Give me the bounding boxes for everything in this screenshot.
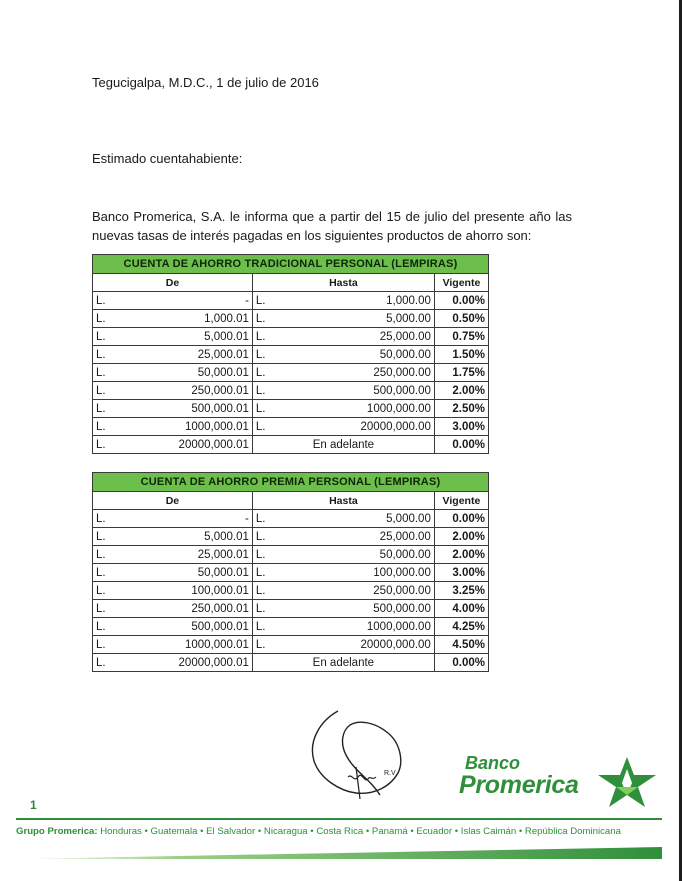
amount-from: 50,000.01 — [109, 564, 252, 582]
logo-text-promerica: Promerica — [459, 771, 579, 799]
currency-from: L. — [93, 510, 110, 528]
table-row — [93, 654, 489, 672]
currency-from: L. — [93, 600, 110, 618]
table-row — [93, 564, 489, 582]
currency-from: L. — [93, 328, 110, 346]
rates-table-tradicional — [92, 254, 489, 454]
currency-from: L. — [93, 528, 110, 546]
amount-to: 20000,000.00 — [269, 418, 434, 436]
amount-from: 250,000.01 — [109, 382, 252, 400]
rate-cell: 2.50% — [434, 400, 488, 418]
amount-from: 20000,000.01 — [109, 654, 252, 672]
rate-cell: 4.50% — [434, 636, 488, 654]
currency-to: L. — [252, 382, 269, 400]
place-date: Tegucigalpa, M.D.C., 1 de julio de 2016 — [92, 75, 319, 90]
amount-from: 25,000.01 — [109, 546, 252, 564]
currency-to: L. — [252, 310, 269, 328]
currency-from: L. — [93, 292, 110, 310]
currency-to: L. — [252, 582, 269, 600]
amount-to: 5,000.00 — [269, 510, 434, 528]
currency-to: L. — [252, 546, 269, 564]
table-row — [93, 364, 489, 382]
footer-country-list: Honduras • Guatemala • El Salvador • Nicaragua • Costa Rica • Panamá • Ecuador • Islas Caimán • República Dominicana — [100, 826, 621, 837]
table-row — [93, 328, 489, 346]
column-header-rate: Vigente — [434, 274, 488, 292]
currency-to: L. — [252, 364, 269, 382]
table-title: CUENTA DE AHORRO PREMIA PERSONAL (LEMPIRAS) — [93, 473, 489, 492]
currency-from: L. — [93, 618, 110, 636]
amount-to: 25,000.00 — [269, 328, 434, 346]
amount-from: - — [109, 292, 252, 310]
table-title: CUENTA DE AHORRO TRADICIONAL PERSONAL (LEMPIRAS) — [93, 255, 489, 274]
table-row — [93, 400, 489, 418]
currency-from: L. — [93, 310, 110, 328]
table-row — [93, 582, 489, 600]
amount-from: 1,000.01 — [109, 310, 252, 328]
amount-from: 100,000.01 — [109, 582, 252, 600]
currency-to: L. — [252, 564, 269, 582]
currency-from: L. — [93, 564, 110, 582]
amount-from: 50,000.01 — [109, 364, 252, 382]
rate-cell: 0.75% — [434, 328, 488, 346]
amount-from: 20000,000.01 — [109, 436, 252, 454]
rate-cell: 3.25% — [434, 582, 488, 600]
currency-to: L. — [252, 418, 269, 436]
table-row — [93, 618, 489, 636]
rate-cell: 4.00% — [434, 600, 488, 618]
rate-cell: 0.00% — [434, 654, 488, 672]
currency-from: L. — [93, 346, 110, 364]
rate-cell: 1.50% — [434, 346, 488, 364]
column-header-rate: Vigente — [434, 492, 488, 510]
currency-to: L. — [252, 346, 269, 364]
amount-from: 250,000.01 — [109, 600, 252, 618]
rate-cell: 3.00% — [434, 564, 488, 582]
amount-from: 500,000.01 — [109, 618, 252, 636]
rate-cell: 1.75% — [434, 364, 488, 382]
table-row — [93, 346, 489, 364]
amount-to: 5,000.00 — [269, 310, 434, 328]
amount-to-onwards: En adelante — [252, 654, 434, 672]
amount-from: 500,000.01 — [109, 400, 252, 418]
currency-to: L. — [252, 510, 269, 528]
rate-cell: 0.00% — [434, 292, 488, 310]
amount-to-onwards: En adelante — [252, 436, 434, 454]
amount-from: 25,000.01 — [109, 346, 252, 364]
rate-cell: 4.25% — [434, 618, 488, 636]
amount-to: 20000,000.00 — [269, 636, 434, 654]
currency-to: L. — [252, 400, 269, 418]
currency-from: L. — [93, 582, 110, 600]
amount-to: 500,000.00 — [269, 382, 434, 400]
currency-to: L. — [252, 618, 269, 636]
currency-from: L. — [93, 382, 110, 400]
amount-to: 1000,000.00 — [269, 400, 434, 418]
amount-to: 500,000.00 — [269, 600, 434, 618]
amount-to: 50,000.00 — [269, 346, 434, 364]
amount-to: 100,000.00 — [269, 564, 434, 582]
column-header-to: Hasta — [252, 274, 434, 292]
amount-to: 1000,000.00 — [269, 618, 434, 636]
currency-from: L. — [93, 400, 110, 418]
rate-cell: 0.00% — [434, 436, 488, 454]
footer-gradient-bar — [16, 846, 662, 858]
signature-initials: R.V — [384, 770, 396, 777]
currency-to: L. — [252, 636, 269, 654]
currency-from: L. — [93, 636, 110, 654]
table-row — [93, 636, 489, 654]
amount-from: 1000,000.01 — [109, 636, 252, 654]
currency-from: L. — [93, 418, 110, 436]
table-row — [93, 292, 489, 310]
footer-group-countries — [16, 826, 666, 837]
amount-from: 1000,000.01 — [109, 418, 252, 436]
table-row — [93, 528, 489, 546]
currency-from: L. — [93, 364, 110, 382]
rates-table-premia — [92, 472, 489, 672]
column-header-from: De — [93, 492, 253, 510]
amount-from: 5,000.01 — [109, 528, 252, 546]
table-row — [93, 310, 489, 328]
amount-to: 1,000.00 — [269, 292, 434, 310]
logo-text-banco: Banco — [465, 753, 521, 773]
table-row — [93, 418, 489, 436]
amount-to: 250,000.00 — [269, 582, 434, 600]
table-row — [93, 600, 489, 618]
table-row — [93, 436, 489, 454]
table-row — [93, 546, 489, 564]
rate-cell: 0.00% — [434, 510, 488, 528]
rate-cell: 3.00% — [434, 418, 488, 436]
table-row — [93, 510, 489, 528]
greeting: Estimado cuentahabiente: — [92, 151, 243, 166]
rate-cell: 2.00% — [434, 382, 488, 400]
footer-divider — [16, 818, 662, 820]
currency-from: L. — [93, 654, 110, 672]
amount-to: 250,000.00 — [269, 364, 434, 382]
intro-paragraph: Banco Promerica, S.A. le informa que a partir del 15 de julio del presente año las nuevas tasas de interés pagadas en los siguientes productos de ahorro son: — [92, 209, 572, 243]
column-header-from: De — [93, 274, 253, 292]
currency-from: L. — [93, 546, 110, 564]
column-header-to: Hasta — [252, 492, 434, 510]
amount-to: 25,000.00 — [269, 528, 434, 546]
table-row — [93, 382, 489, 400]
currency-to: L. — [252, 292, 269, 310]
rate-cell: 0.50% — [434, 310, 488, 328]
amount-to: 50,000.00 — [269, 546, 434, 564]
currency-to: L. — [252, 328, 269, 346]
rate-cell: 2.00% — [434, 528, 488, 546]
currency-to: L. — [252, 528, 269, 546]
currency-from: L. — [93, 436, 110, 454]
star-icon — [596, 757, 658, 814]
amount-from: 5,000.01 — [109, 328, 252, 346]
handwritten-signature — [300, 703, 430, 813]
amount-from: - — [109, 510, 252, 528]
footer-group-label: Grupo Promerica: — [16, 826, 98, 837]
currency-to: L. — [252, 600, 269, 618]
rate-cell: 2.00% — [434, 546, 488, 564]
page-number: 1 — [30, 798, 37, 812]
